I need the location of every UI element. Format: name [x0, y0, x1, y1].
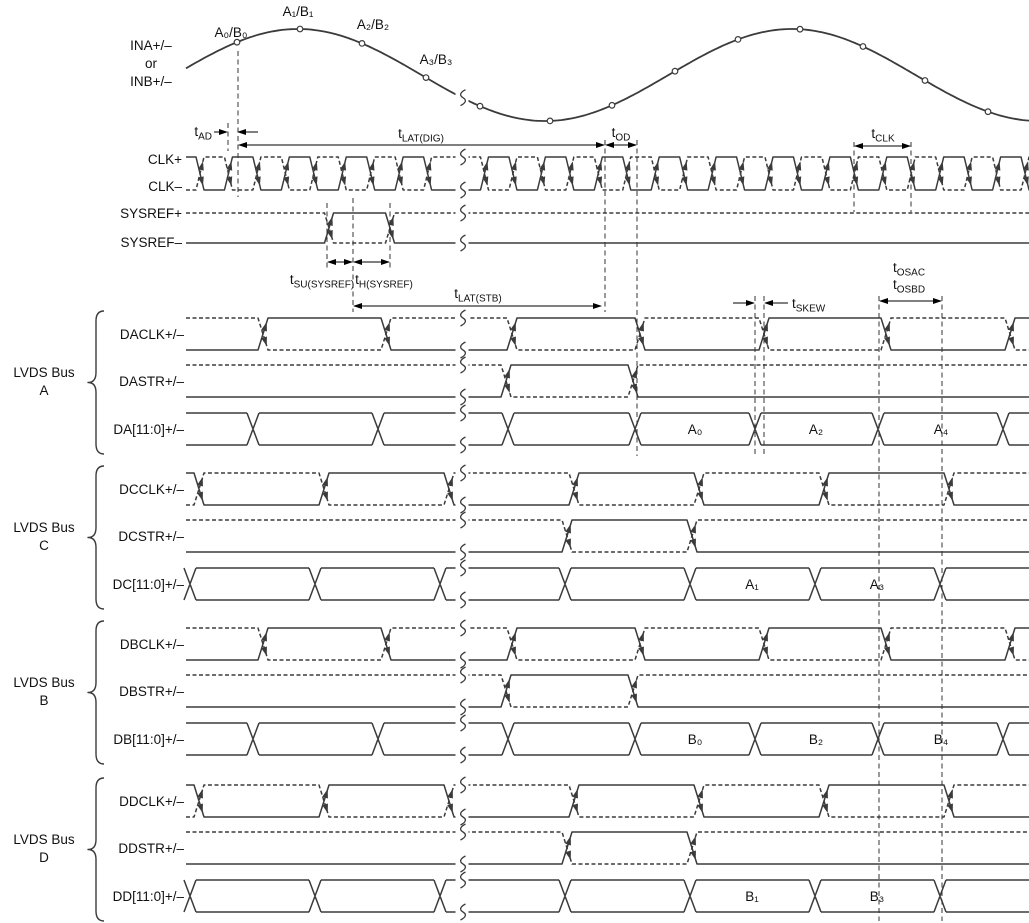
sysref-group — [120, 205, 1029, 251]
bus-b-brace-icon — [88, 621, 104, 764]
cstr-dashed-trace — [186, 520, 1029, 552]
dclk-solid-trace — [186, 785, 1029, 817]
annotations-group — [194, 51, 942, 921]
arrow-head-icon — [219, 129, 228, 135]
sysref-plus-label: SYSREF+ — [120, 206, 182, 221]
tad-label: $t_{AD}$ — [194, 124, 212, 143]
astr-dashed-trace — [186, 365, 1029, 397]
astr-solid-trace — [186, 365, 1029, 397]
data-cell-a-0: A₀ — [687, 422, 703, 437]
arrow-head-icon — [353, 259, 362, 265]
analog-input-waveform — [186, 29, 1029, 121]
arrow-head-icon — [881, 161, 887, 170]
bus-group-letter: C — [39, 538, 49, 553]
sample-label-3: A₃/B₃ — [419, 52, 453, 67]
arrow-head-icon — [381, 259, 390, 265]
cstr-label: DCSTR+/– — [118, 529, 184, 544]
bus-group-label: LVDS Bus — [13, 832, 75, 847]
cclk-label: DCCLK+/– — [119, 482, 184, 497]
sample-label-1: A₁/B₁ — [282, 4, 314, 19]
sample-point-icon — [609, 103, 615, 109]
bstr-label: DBSTR+/– — [119, 684, 184, 699]
arrow-head-icon — [638, 646, 644, 655]
data-cell-a-2: A₄ — [933, 422, 949, 437]
arrow-head-icon — [884, 646, 890, 655]
arrow-head-icon — [795, 176, 801, 185]
arrow-head-icon — [764, 300, 773, 306]
clk-group — [148, 149, 1029, 198]
data-cell-c-0: A₁ — [745, 577, 759, 592]
arrow-head-icon — [1008, 632, 1014, 641]
bus-group-label: LVDS Bus — [13, 365, 75, 380]
tosbd-label: $t_{OSBD}$ — [892, 277, 926, 296]
arrow-head-icon — [344, 259, 353, 265]
arrow-head-icon — [426, 176, 432, 185]
cstr-solid-trace — [186, 520, 1029, 552]
arrow-head-icon — [238, 142, 247, 148]
ddata-trace — [184, 880, 1029, 912]
sysref-dashed-trace — [186, 213, 1029, 243]
arrow-head-icon — [690, 538, 696, 547]
bclk-label: DBCLK+/– — [119, 637, 184, 652]
aclk-solid-trace — [186, 318, 1029, 350]
cclk-solid-trace — [186, 473, 1029, 505]
arrow-head-icon — [572, 789, 578, 798]
dclk-dashed-trace — [186, 785, 1029, 817]
cdata-trace — [184, 568, 1029, 600]
bstr-solid-trace — [186, 675, 1029, 707]
ddata-label: DD[11:0]+/– — [112, 889, 184, 904]
arrow-head-icon — [653, 161, 659, 170]
th-label: $t_{H(SYSREF)}$ — [355, 272, 413, 291]
arrow-head-icon — [746, 300, 755, 306]
arrow-head-icon — [353, 303, 362, 309]
arrow-head-icon — [593, 303, 602, 309]
data-cell-c-1: A₃ — [869, 577, 885, 592]
sysref-solid-trace — [186, 213, 1029, 243]
bus-group-letter: B — [39, 693, 49, 708]
analog-input-group — [130, 4, 1029, 124]
sample-point-icon — [359, 41, 365, 47]
tclk-label: $t_{CLK}$ — [871, 126, 895, 145]
clk-dashed-trace — [186, 157, 1029, 190]
analog-input-label: INA+/– — [130, 38, 172, 53]
data-cell-d-1: B₃ — [869, 889, 885, 904]
bdata-trace — [186, 723, 1029, 755]
arrow-head-icon — [447, 491, 453, 500]
bus-a-brace-icon — [88, 311, 104, 454]
arrow-head-icon — [198, 176, 204, 185]
sample-point-icon — [860, 44, 866, 50]
arrow-head-icon — [482, 161, 488, 170]
arrow-head-icon — [572, 477, 578, 486]
arrow-head-icon — [1008, 322, 1014, 331]
tskew-label: $t_{SKEW}$ — [792, 296, 826, 315]
arrow-head-icon — [933, 298, 942, 304]
arrow-head-icon — [447, 803, 453, 812]
arrow-head-icon — [565, 836, 571, 845]
arrow-head-icon — [596, 142, 605, 148]
arrow-head-icon — [854, 143, 863, 149]
bdata-label: DB[11:0]+/– — [113, 732, 184, 747]
bus-group-letter: D — [39, 850, 49, 865]
adata-trace — [186, 413, 1029, 445]
data-cell-b-0: B₀ — [687, 732, 703, 747]
analog-input-label: INB+/– — [130, 74, 172, 89]
bclk-solid-trace — [186, 628, 1029, 660]
aclk-label: DACLK+/– — [119, 327, 184, 342]
dstr-solid-trace — [186, 832, 1029, 864]
sample-point-icon — [547, 118, 553, 124]
break-gap — [456, 86, 469, 110]
arrow-head-icon — [879, 298, 888, 304]
arrow-head-icon — [565, 524, 571, 533]
bus-d-brace-icon — [88, 778, 104, 921]
arrow-head-icon — [902, 143, 911, 149]
tsu-label: $t_{SU(SYSREF)}$ — [289, 272, 355, 291]
lvds-bus-d-group — [13, 777, 1029, 921]
lvds-bus-b-group — [13, 620, 1029, 764]
data-cell-a-1: A₂ — [808, 422, 824, 437]
dstr-dashed-trace — [186, 832, 1029, 864]
bus-c-brace-icon — [88, 466, 104, 609]
sample-point-icon — [477, 103, 483, 109]
data-cell-b-2: B₄ — [933, 732, 949, 747]
arrow-head-icon — [340, 161, 346, 170]
arrow-head-icon — [710, 161, 716, 170]
arrow-head-icon — [327, 259, 336, 265]
arrow-head-icon — [966, 176, 972, 185]
sample-point-icon — [797, 26, 803, 32]
sample-point-icon — [423, 75, 429, 81]
lvds-bus-a-group — [13, 310, 1029, 454]
clk-solid-trace — [186, 157, 1029, 190]
arrow-head-icon — [605, 142, 614, 148]
bus-group-letter: A — [39, 383, 49, 398]
sample-point-icon — [297, 26, 303, 32]
bus-group-label: LVDS Bus — [13, 675, 75, 690]
adata-label: DA[11:0]+/– — [113, 422, 184, 437]
cclk-dashed-trace — [186, 473, 1029, 505]
arrow-head-icon — [638, 336, 644, 345]
lvds-bus-c-group — [13, 465, 1029, 609]
bus-group-label: LVDS Bus — [13, 520, 75, 535]
sysref-minus-label: SYSREF– — [120, 235, 182, 250]
arrow-head-icon — [690, 850, 696, 859]
arrow-head-icon — [568, 176, 574, 185]
tosac-label: $t_{OSAC}$ — [892, 260, 926, 279]
analog-input-label: or — [144, 56, 158, 71]
sample-point-icon — [672, 68, 678, 74]
clk-plus-label: CLK+ — [147, 152, 182, 167]
sample-point-icon — [985, 109, 991, 115]
sample-point-icon — [234, 39, 240, 45]
sample-label-2: A₂/B₂ — [356, 17, 390, 32]
arrow-head-icon — [1023, 176, 1029, 185]
arrow-head-icon — [255, 176, 261, 185]
data-cell-d-0: B₁ — [745, 889, 759, 904]
bstr-dashed-trace — [186, 675, 1029, 707]
sample-label-0: A₀/B₀ — [214, 25, 248, 40]
arrow-head-icon — [388, 230, 394, 239]
dclk-label: DDCLK+/– — [119, 794, 184, 809]
tlatstb-label: $t_{LAT(STB)}$ — [454, 286, 502, 305]
bclk-dashed-trace — [186, 628, 1029, 660]
cdata-label: DC[11:0]+/– — [112, 577, 184, 592]
tod-label: $t_{OD}$ — [611, 125, 631, 144]
tlatdig-label: $t_{LAT(DIG)}$ — [398, 126, 444, 145]
sample-point-icon — [922, 78, 928, 84]
arrow-head-icon — [884, 336, 890, 345]
dstr-label: DDSTR+/– — [118, 841, 184, 856]
data-cell-b-1: B₂ — [808, 732, 824, 747]
astr-label: DASTR+/– — [119, 374, 184, 389]
sample-point-icon — [735, 37, 741, 43]
aclk-dashed-trace — [186, 318, 1029, 350]
clk-minus-label: CLK– — [148, 179, 182, 194]
